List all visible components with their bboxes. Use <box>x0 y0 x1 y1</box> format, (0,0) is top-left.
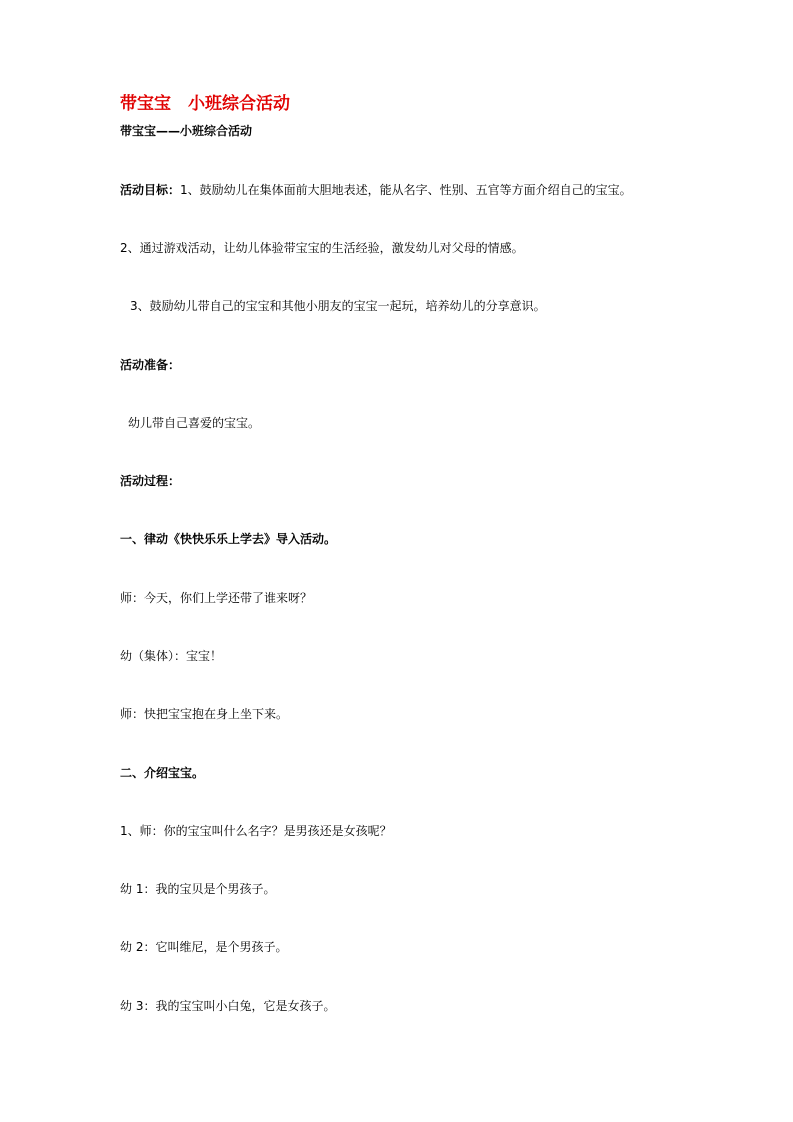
goal-1-text: 1、鼓励幼儿在集体面前大胆地表述，能从名字、性别、五官等方面介绍自己的宝宝。 <box>180 183 632 197</box>
preparation-text: 幼儿带自己喜爱的宝宝。 <box>128 416 261 430</box>
step-1-heading: 一、律动《快快乐乐上学去》导入活动。 <box>120 532 337 546</box>
dialogue-line: 幼 3：我的宝宝叫小白兔，它是女孩子。 <box>120 999 336 1013</box>
document-subtitle: 带宝宝——小班综合活动 <box>120 124 253 138</box>
dialogue-line: 幼 2：它叫维尼，是个男孩子。 <box>120 940 288 954</box>
dialogue-line: 幼（集体）：宝宝！ <box>120 649 223 663</box>
document-title: 带宝宝 小班综合活动 <box>120 94 290 114</box>
goal-paragraph-2: 2、通过游戏活动，让幼儿体验带宝宝的生活经验，激发幼儿对父母的情感。 <box>120 241 524 255</box>
goal-paragraph-3: 3、鼓励幼儿带自己的宝宝和其他小朋友的宝宝一起玩，培养幼儿的分享意识。 <box>130 299 546 313</box>
dialogue-line: 1、师：你的宝宝叫什么名字？是男孩还是女孩呢？ <box>120 824 392 838</box>
goal-label: 活动目标： <box>120 183 181 197</box>
preparation-label: 活动准备： <box>120 358 181 372</box>
process-label: 活动过程： <box>120 474 181 488</box>
dialogue-line: 幼 1：我的宝贝是个男孩子。 <box>120 882 276 896</box>
dialogue-line: 师：今天，你们上学还带了谁来呀？ <box>120 591 313 605</box>
goal-paragraph-1 <box>120 181 632 199</box>
step-2-heading: 二、介绍宝宝。 <box>120 766 205 780</box>
dialogue-line: 师：快把宝宝抱在身上坐下来。 <box>120 707 289 721</box>
